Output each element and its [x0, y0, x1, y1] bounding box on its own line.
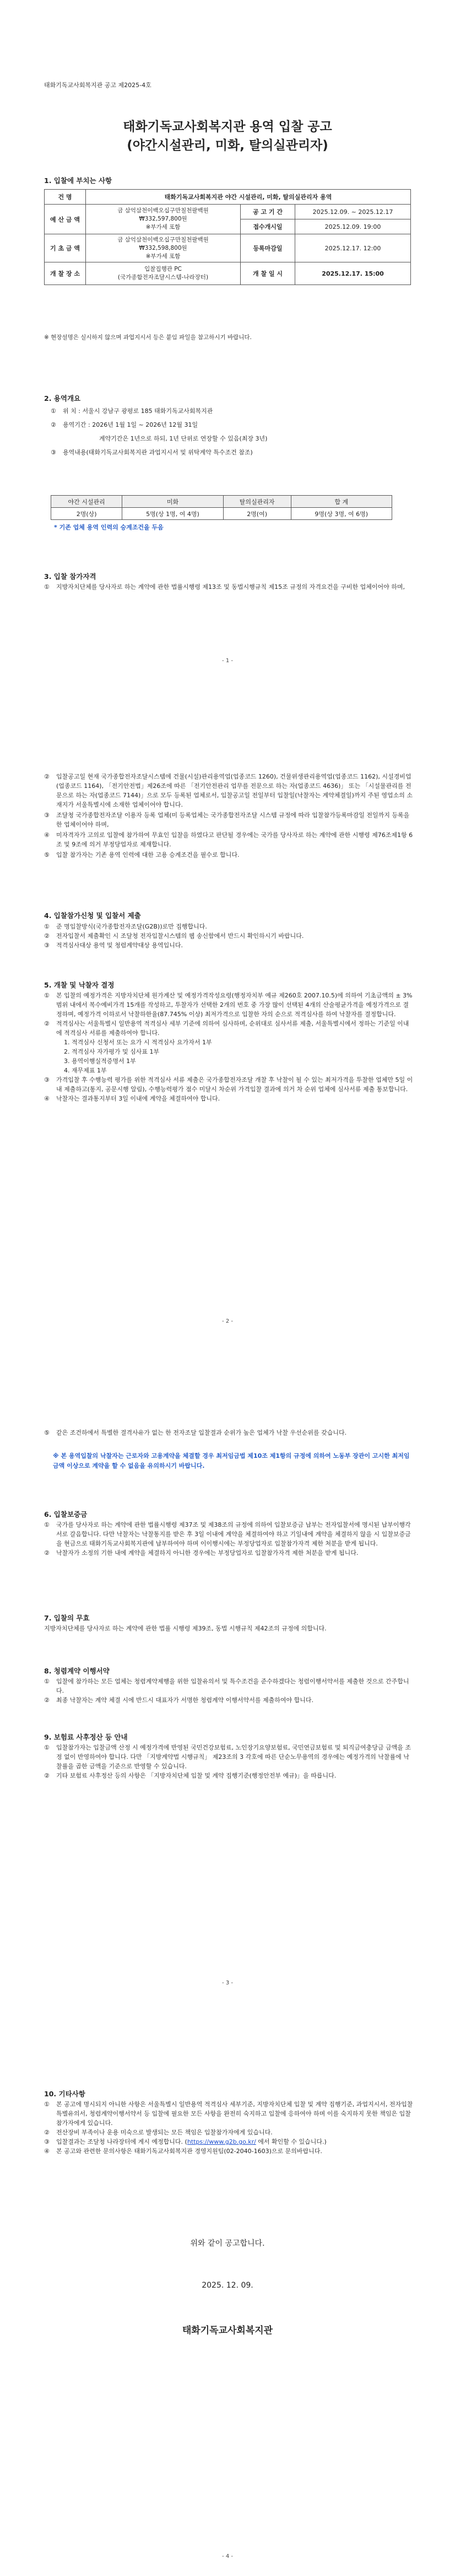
succession-note: * 기존 업체 용역 인력의 승계조건을 두음: [54, 524, 164, 531]
item-text: 1. 적격심사 신청서 또는 요가 시 적격심사 요가자서 1부: [64, 1039, 212, 1046]
item-text: 2. 적격심사 자가평가 및 심사표 1부: [64, 1048, 160, 1055]
table-cell: 2명(상): [51, 508, 122, 520]
cell-label: 건 명: [45, 190, 86, 205]
cell-label: 접수개시일: [241, 219, 295, 234]
link-suffix: 에서 확인할 수 있습니다.: [256, 2138, 324, 2145]
item-text: 본 공고에 명시되지 아니한 사항은 서울특별시 일반용역 적격심사 세부기준, 지방자치단체 입찰 및 계약 집행기준, 과업지시서, 전자입찰특별유의서, 청렴계약이행서약서 등 입찰에 필요한 모든 사항을 완전히 숙지하고 입찰에 응하여야 하며 이를 숙지하지 못한 책임은 입찰 참가자에게 있습니다.: [56, 2101, 413, 2127]
item-number: ②: [44, 1772, 50, 1779]
table-header: 합 계: [291, 496, 392, 508]
item-text: 같은 조건하에서 특별한 결격사유가 없는 한 전자조달 입찰결과 순위가 높은 업체가 낙찰 우선순위를 갖습니다.: [56, 1429, 347, 1436]
section-2-heading: 2. 용역개요: [44, 394, 81, 402]
item-number: ①: [44, 1744, 50, 1751]
cell-line: 금 삼억삼천이백오십구만칠천팔백원: [117, 207, 209, 214]
item-text: 최종 낙찰자는 계약 체결 시에 반드시 대표자가 서명한 청렴계약 이행서약서를 제출하여야 합니다.: [56, 1697, 313, 1704]
table-cell: 5명(상 1명, 여 4명): [122, 508, 223, 520]
list-item: [51, 406, 414, 416]
section-10-body: ① 본 공고에 명시되지 아니한 사항은 서울특별시 일반용역 적격심사 세부기준, 지방자치단체 입찰 및 계약 집행기준, 과업지시서, 전자입찰특별유의서, 청렴계약이행서약서 등 입찰에 필요한 모든 사항을 완전히 숙지하고 입찰에 응하여야 하며 이를 숙지하지 못한 책임은 입찰 참가자에게 있습니다. ② 전산장비 부족이나 운용 미숙으로 발생되는 모든 책임은 입찰참가자에게 있습니다. ③ 입찰결과는 조달청 나라장터에 게시 예정합니다. (https://www.g2b.go.kr/ 에서 확인할 수 있습니다.) ④ 본 공고와 관련한 문의사항은 태화기독교사회복지관 경영지원팀(02-2040-1603)으로 문의바랍니다.: [44, 2101, 413, 2155]
item-text: 용역내용(태화기독교사회복지관 과업지시서 및 위탁계약 특수조건 참조): [63, 449, 253, 456]
section-5-continued: [44, 1428, 413, 1437]
item-number: ①: [51, 407, 56, 415]
cell-value: 2025.12.09. ~ 2025.12.17: [295, 205, 411, 219]
item-text: 본 입찰의 예정가격은 지방자치단체 원가계산 및 예정가격작성요령(행정자치부 예규 제260호 2007.10.5)에 의하여 기초금액의 ± 3% 범위 내에서 복수예비가격 15개를 작성하고, 투찰자가 선택한 2개의 번호 중 가장 많이 선택된 4개의 산술평균가격을 예정가격으로 결정하며, 예정가격 이하로서 낙찰하한율(87.745% 이상) 최저가격으로 입찰한 자의 순으로 적격심사를 하여 낙찰자를 결정합니다.: [56, 992, 413, 1018]
item-number: ①: [44, 1521, 50, 1528]
item-number: ②: [44, 1697, 50, 1704]
item-number: ④: [44, 831, 50, 839]
service-staff-table: [51, 495, 392, 520]
closing-text: 위와 같이 공고합니다.: [190, 2239, 265, 2248]
cell-value: [86, 262, 241, 285]
item-text: 계약기간은 1년으로 하되, 1년 단위로 연장할 수 있음(최장 3년): [99, 435, 268, 442]
section-2-body: [51, 406, 414, 457]
section-6-body: [44, 1520, 413, 1558]
item-number: ③: [44, 942, 50, 949]
item-text: 미자격자가 고의로 입찰에 참가하여 무효인 입찰을 하였다고 판단될 경우에는 국가를 당사자로 하는 계약에 관한 시행령 제76조제1항 6조 및 9조에 의거 부정당업자로 제재합니다.: [56, 831, 413, 848]
item-number: [52, 1056, 64, 1066]
notice-number: 태화기독교사회복지관 공고 제2025-4호: [44, 82, 151, 89]
organization-name: 태화기독교사회복지관: [182, 2325, 273, 2336]
minimum-wage-warning: ※ 본 용역입찰의 낙찰자는 근로자와 고용계약을 체결할 경우 최저임금법 제10조 제1항의 규정에 의하여 노동부 장관이 고시한 최저임금액 이상으로 계약을 할 수 없음을 유의하시기 바랍니다.: [53, 1452, 410, 1469]
item-number: ②: [44, 932, 50, 940]
section-8-body: [44, 1677, 413, 1705]
section-3-heading: 3. 입찰 참가자격: [44, 572, 96, 581]
cell-label: 등록마감일: [241, 234, 295, 262]
section-10-heading: 10. 기타사항: [44, 2090, 85, 2098]
item-number: ②: [44, 1020, 50, 1027]
cell-label: 기 초 금 액: [45, 234, 86, 262]
section-8-heading: 8. 청렴계약 이행서약: [44, 1667, 110, 1675]
section-5-heading: 5. 개찰 및 낙찰자 결정: [44, 981, 115, 989]
section-9-body: [44, 1743, 413, 1780]
item-text: 3. 용역이행실적증명서 1부: [64, 1058, 136, 1065]
item-number: ①: [44, 923, 50, 930]
item-text: 적격심사대상 용역 및 청렴계약대상 용역입니다.: [56, 942, 183, 949]
item-number: ①: [44, 2101, 50, 2108]
item-text: 입찰공고일 현재 국가종합전자조달시스템에 건물(시설)관리용역업(업종코드 1260), 건물위생관리용역업(업종코드 1162), 시설경비업(업종코드 1164), 「전기안전법」제26조에 따른 「전기안전관리 업무를 전문으로 하는 자(업종코드 4636)」 또는 「시설물관리를 전문으로 하는 자(업종코드 7144)」으로 모두 등록된 업체로서, 입찰공고일 전일부터 입찰일(낙찰자는 계약체결일)까지 주된 영업소의 소재지가 서울특별시에 소재한 업체이어야 합니다.: [56, 773, 413, 808]
section-4-heading: 4. 입찰참가신청 및 입찰서 제출: [44, 911, 141, 920]
item-number: ⑤: [44, 1429, 50, 1436]
list-item: [51, 420, 414, 430]
item-text: 적격심사는 서울특별시 일반용역 적격심사 세부 기준에 의하여 심사하며, 순위대로 심사서류 제출, 서울특별시에서 정하는 기준일 이내에 적격심사 서류를 제출하여야 합니다.: [56, 1020, 409, 1037]
item-number: ①: [44, 583, 50, 591]
item-number: ④: [44, 1095, 50, 1102]
section-7-body: 지방자치단체를 당사자로 하는 계약에 관한 법률 시행령 제39조, 동법 시행규칙 제42조의 규정에 의합니다.: [44, 1625, 327, 1632]
section-5-body: [44, 991, 413, 1103]
item-text: 입찰참가자는 입찰금액 산정 시 예정가격에 반영된 국민건강보험료, 노인장기요양보험료, 국민연금보험료 및 퇴직금여충당금 금액을 조정 없이 반영하여야 합니다. 다만 「지방계약법 시행규칙」 제23조의 3 각호에 따른 단순노무용역의 경우에는 예정가격의 낙찰률에 낙찰률을 곱한 금액을 기준으로 반영할 수 있습니다.: [56, 1744, 411, 1770]
cell-value: 2025.12.17. 15:00: [295, 262, 411, 285]
item-number: [52, 1066, 64, 1075]
item-text: 위 치 : 서울시 강남구 광평로 185 태화기독교사회복지관: [63, 407, 213, 415]
item-text: 낙찰자는 결과통지부터 3일 이내에 계약을 체결하여야 합니다.: [56, 1095, 220, 1102]
section-1-heading: 1. 입찰에 부치는 사항: [44, 176, 112, 185]
cell-value: [86, 205, 241, 234]
cell-value: 2025.12.09. 19:00: [295, 219, 411, 234]
item-text: 입찰에 참가하는 모든 업체는 청렴계약제행을 위한 입찰유의서 및 특수조건을 준수하겠다는 청렴이행서약서를 제출한 것으로 간주합니다.: [56, 1678, 409, 1694]
title-line-2: (야간시설관리, 미화, 탈의실관리자): [127, 138, 328, 153]
title-line-1: 태화기독교사회복지관 용역 입찰 공고: [123, 120, 332, 134]
item-text: 국가를 당사자로 하는 계약에 관한 법률시행령 제37조 및 제38조의 규정에 의하여 입찰보증금 납부는 전자입찰서에 명시된 납부이행각서로 갈음합니다. 다만 낙찰자는 낙찰통지를 받은 후 3일 이내에 계약을 체결하여야 하고 기일내에 계약을 체결하지 않을 시 입찰보증금을 현금으로 태화기독교사회복지관에 납부하여야 하며 이이행시에는 부정당업자로 입찰참가자격 제한 처분을 받게 됩니다.: [56, 1521, 411, 1547]
item-number: ③: [44, 1076, 50, 1083]
table-header: 탈의실관리자: [223, 496, 291, 508]
closing-date: 2025. 12. 09.: [202, 2281, 253, 2290]
item-number: ⑤: [44, 851, 50, 858]
table-cell: 9명(상 3명, 여 6명): [291, 508, 392, 520]
table-cell: 2명(여): [223, 508, 291, 520]
cell-line: ₩332,598,800원: [139, 244, 187, 251]
site-note: ※ 현장설명은 실시하지 않으며 과업지시서 등은 붙임 파일을 참고하시기 바랍니다.: [44, 334, 252, 341]
table-header: 미화: [122, 496, 223, 508]
item-text: 지방자치단체를 당사자로 하는 계약에 관한 법률시행령 제13조 및 동법시행규칙 제15조 규정의 자격요건을 구비한 업체이어야 하며,: [56, 583, 405, 591]
page-number: - 3 -: [222, 1980, 233, 1986]
section-9-heading: 9. 보험료 사후정산 등 안내: [44, 1733, 128, 1741]
cell-value: [86, 234, 241, 262]
item-text: 전산장비 부족이나 운용 미숙으로 발생되는 모든 책임은 입찰참가자에게 있습니다.: [56, 2129, 273, 2136]
g2b-link[interactable]: https://www.g2b.go.kr/: [187, 2138, 256, 2145]
item-text: 입찰결과는 조달청 나라장터에 게시 예정합니다.: [56, 2138, 183, 2145]
item-text: 낙찰자가 소정의 기한 내에 계약을 체결하지 아니한 경우에는 부정당업자로 입찰참가자격 제한 처분을 받게 됩니다.: [56, 1549, 359, 1557]
item-number: ②: [44, 1549, 50, 1557]
item-text: 준 명입찰방식(국가종합전자조달(G2B))로만 집행합니다.: [56, 923, 207, 930]
item-text: 조달청 국가종합전자조달 이용자 등록 업체(미 등록업체는 국가종합전자조달 시스템 규정에 따라 입찰참가등록마감일 전일까지 등록을 한 업체이어야 하며,: [56, 812, 410, 828]
item-text: 본 공고와 관련한 문의사항은 태화기독교사회복지관 경영지원팀(02-2040-1603)으로 문의바랍니다.: [56, 2148, 322, 2155]
item-number: ②: [44, 2129, 50, 2136]
cell-value: 2025.12.17. 12:00: [295, 234, 411, 262]
section-3-item: [44, 582, 413, 592]
section-6-heading: 6. 입찰보증금: [44, 1510, 88, 1518]
cell-label: 예 산 금 액: [45, 205, 86, 234]
cell-label: 개 찰 일 시: [241, 262, 295, 285]
item-text: 4. 재무제표 1부: [64, 1067, 107, 1074]
item-number: ①: [44, 992, 50, 999]
list-item: [51, 434, 414, 443]
cell-line: ₩332,597,800원: [139, 216, 187, 222]
cell-label: 개 찰 장 소: [45, 262, 86, 285]
item-number: ④: [44, 2148, 50, 2155]
cell-line: (국가종합전자조달시스템-나라장터): [117, 274, 209, 281]
cell-line: ※부가세 포함: [145, 253, 181, 260]
page-number: - 2 -: [222, 1318, 233, 1324]
section-4-body: [44, 922, 413, 950]
item-number: ②: [51, 421, 56, 428]
page-number: - 4 -: [222, 2553, 233, 2559]
item-number: ②: [44, 773, 50, 780]
item-number: ③: [51, 449, 56, 456]
item-text: 입찰 참가자는 기존 용역 인력에 대한 고용 승계조건을 필수로 합니다.: [56, 851, 240, 858]
item-number: ①: [44, 1678, 50, 1685]
item-text: 가격입찰 후 수행능력 평가를 위한 적격심사 서류 제출은 국가종합전자조달 개찰 후 낙찰이 될 수 있는 최저가격을 투찰한 업체만 5일 이내 제출하고(통지, 공문시행 알림), 수행능력평가 점수 미달시 차순위 가격입찰 결과에 의거 차 순위 업체에 심사서류 제출 통보합니다.: [56, 1076, 413, 1093]
bid-info-table: [44, 189, 411, 285]
table-header: 야간 시설관리: [51, 496, 122, 508]
item-number: [51, 434, 99, 443]
list-item: [51, 448, 414, 457]
cell-label: 공 고 기 간: [241, 205, 295, 219]
item-number: ③: [44, 812, 50, 819]
cell-line: 금 삼억삼천이백오십구만칠천팔백원: [117, 236, 209, 243]
page-number: - 1 -: [222, 658, 233, 664]
item-number: [52, 1047, 64, 1056]
section-7-heading: 7. 입찰의 무효: [44, 1614, 90, 1622]
cell-value: 태화기독교사회복지관 야간 시설관리, 미화, 탈의실관리자 용역: [86, 190, 411, 205]
item-text: 기타 보험료 사후정산 등의 사항은 「지방자치단체 입찰 및 계약 집행기준(행정안전부 예규)」을 따릅니다.: [56, 1772, 337, 1779]
cell-line: 입찰집행관 PC: [144, 266, 182, 272]
cell-line: ※부가세 포함: [145, 224, 181, 230]
item-text: 전자입찰서 제출확인 시 조달청 전자입찰시스템의 웹 송신함에서 반드시 확인하시기 바랍니다.: [56, 932, 304, 940]
item-number: [52, 1038, 64, 1047]
item-text: 용역기간 : 2026년 1월 1일 ~ 2026년 12월 31일: [63, 421, 198, 428]
item-number: ③: [44, 2138, 50, 2145]
section-3-continued: [44, 772, 413, 860]
